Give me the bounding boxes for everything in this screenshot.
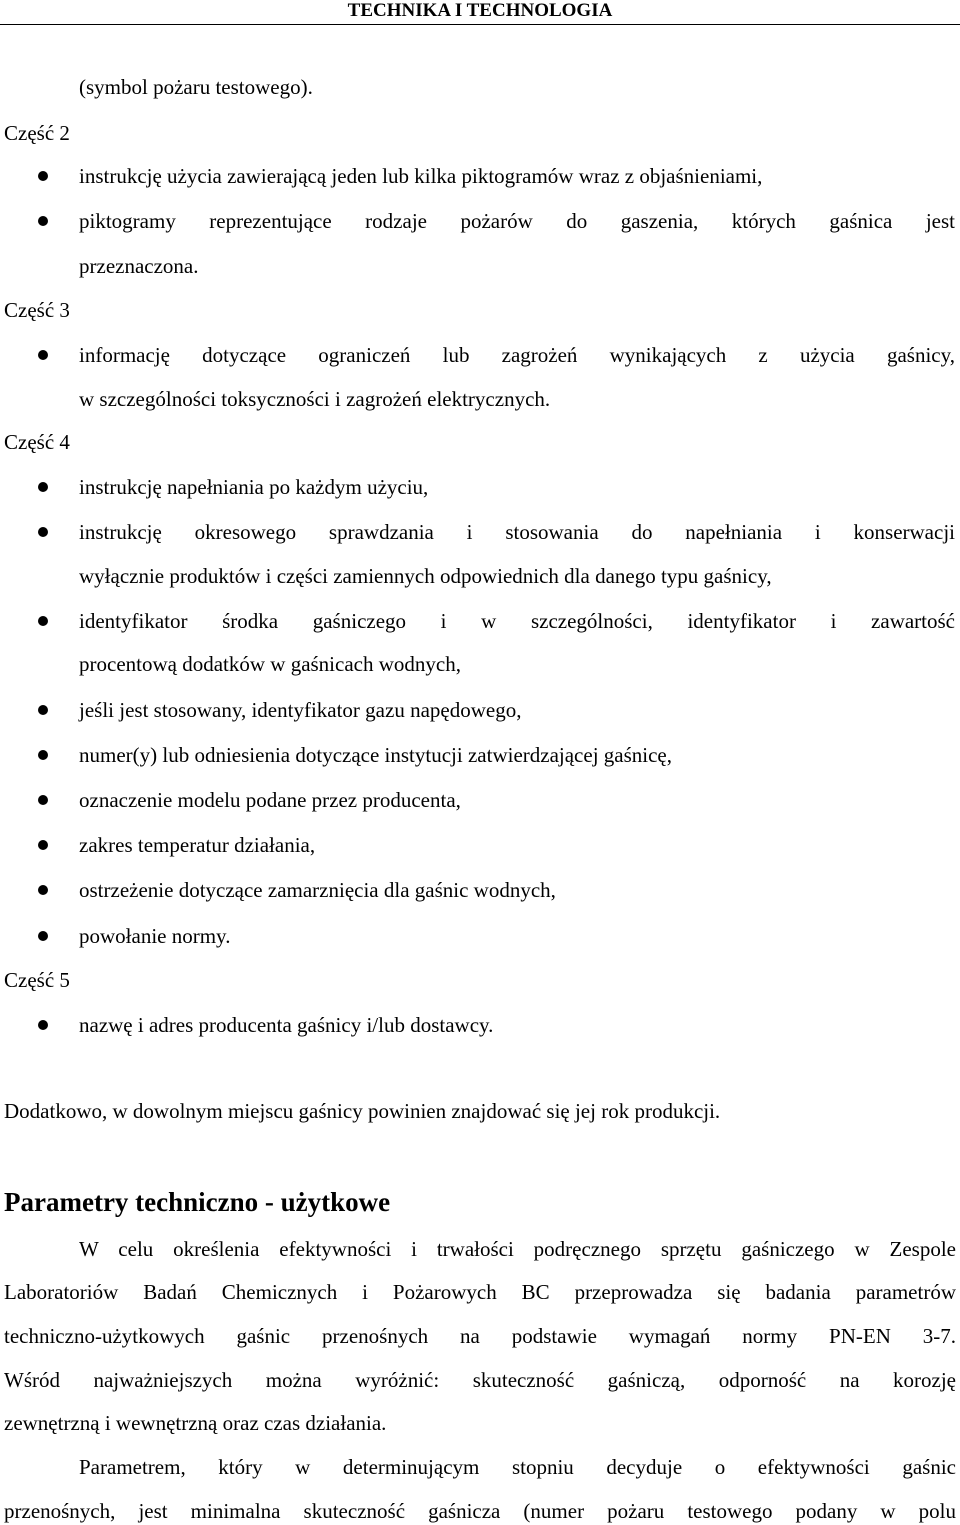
list-item: zakres temperatur działania,	[79, 833, 316, 857]
list-item: identyfikator środka gaśniczego i w szczególności, identyfikator i zawartość	[79, 609, 955, 633]
list-item-continuation: wyłącznie produktów i części zamiennych odpowiednich dla danego typu gaśnicy,	[79, 564, 772, 588]
list-item: nazwę i adres producenta gaśnicy i/lub dostawcy.	[79, 1013, 494, 1037]
list-item-continuation: procentową dodatków w gaśnicach wodnych,	[79, 652, 461, 676]
list-item: instrukcję okresowego sprawdzania i stosowania do napełniania i konserwacji	[79, 520, 955, 544]
paragraph-line: Laboratoriów Badań Chemicznych i Pożarowych BC przeprowadza się badania parametrów	[4, 1280, 956, 1304]
list-item: instrukcję użycia zawierającą jeden lub kilka piktogramów wraz z objaśnieniami,	[79, 164, 763, 188]
bullet-icon	[38, 482, 48, 492]
bullet-icon	[38, 350, 48, 360]
production-year-note: Dodatkowo, w dowolnym miejscu gaśnicy powinien znajdować się jej rok produkcji.	[4, 1099, 721, 1123]
list-item-continuation: w szczególności toksyczności i zagrożeń elektrycznych.	[79, 387, 551, 411]
page-header-title: TECHNIKA I TECHNOLOGIA	[347, 0, 613, 21]
bullet-icon	[38, 216, 48, 226]
list-item: powołanie normy.	[79, 924, 231, 948]
bullet-icon	[38, 931, 48, 941]
section-title-czesc-3: Część 3	[4, 298, 70, 322]
bullet-icon	[38, 750, 48, 760]
intro-continuation: (symbol pożaru testowego).	[79, 75, 313, 99]
list-item: jeśli jest stosowany, identyfikator gazu napędowego,	[79, 698, 522, 722]
list-item: instrukcję napełniania po każdym użyciu,	[79, 475, 429, 499]
list-item: oznaczenie modelu podane przez producenta,	[79, 788, 461, 812]
paragraph-line: W celu określenia efektywności i trwałości podręcznego sprzętu gaśniczego w Zespole	[79, 1237, 956, 1261]
paragraph-line: przenośnych, jest minimalna skuteczność gaśnicza (numer pożaru testowego podany w polu	[4, 1499, 956, 1523]
bullet-icon	[38, 840, 48, 850]
bullet-icon	[38, 1020, 48, 1030]
header-divider	[0, 24, 960, 25]
list-item: numer(y) lub odniesienia dotyczące instytucji zatwierdzającej gaśnicę,	[79, 743, 672, 767]
section-title-czesc-2: Część 2	[4, 121, 70, 145]
list-item-continuation: przeznaczona.	[79, 254, 199, 278]
paragraph-line: techniczno-użytkowych gaśnic przenośnych na podstawie wymagań normy PN-EN 3-7.	[4, 1324, 956, 1348]
list-item: piktogramy reprezentujące rodzaje pożarów do gaszenia, których gaśnica jest	[79, 209, 955, 233]
bullet-icon	[38, 885, 48, 895]
bullet-icon	[38, 171, 48, 181]
bullet-icon	[38, 795, 48, 805]
list-item: ostrzeżenie dotyczące zamarznięcia dla gaśnic wodnych,	[79, 878, 556, 902]
bullet-icon	[38, 616, 48, 626]
paragraph-line: zewnętrzną i wewnętrzną oraz czas działania.	[4, 1411, 387, 1435]
bullet-icon	[38, 527, 48, 537]
section-title-czesc-5: Część 5	[4, 968, 70, 992]
paragraph-line: Wśród najważniejszych można wyróżnić: skuteczność gaśniczą, odporność na korozję	[4, 1368, 956, 1392]
paragraph-line: Parametrem, który w determinującym stopniu decyduje o efektywności gaśnic	[79, 1455, 956, 1479]
list-item: informację dotyczące ograniczeń lub zagrożeń wynikających z użycia gaśnicy,	[79, 343, 955, 367]
bullet-icon	[38, 705, 48, 715]
section-title-czesc-4: Część 4	[4, 430, 70, 454]
section-heading-parametry: Parametry techniczno - użytkowe	[4, 1187, 391, 1217]
